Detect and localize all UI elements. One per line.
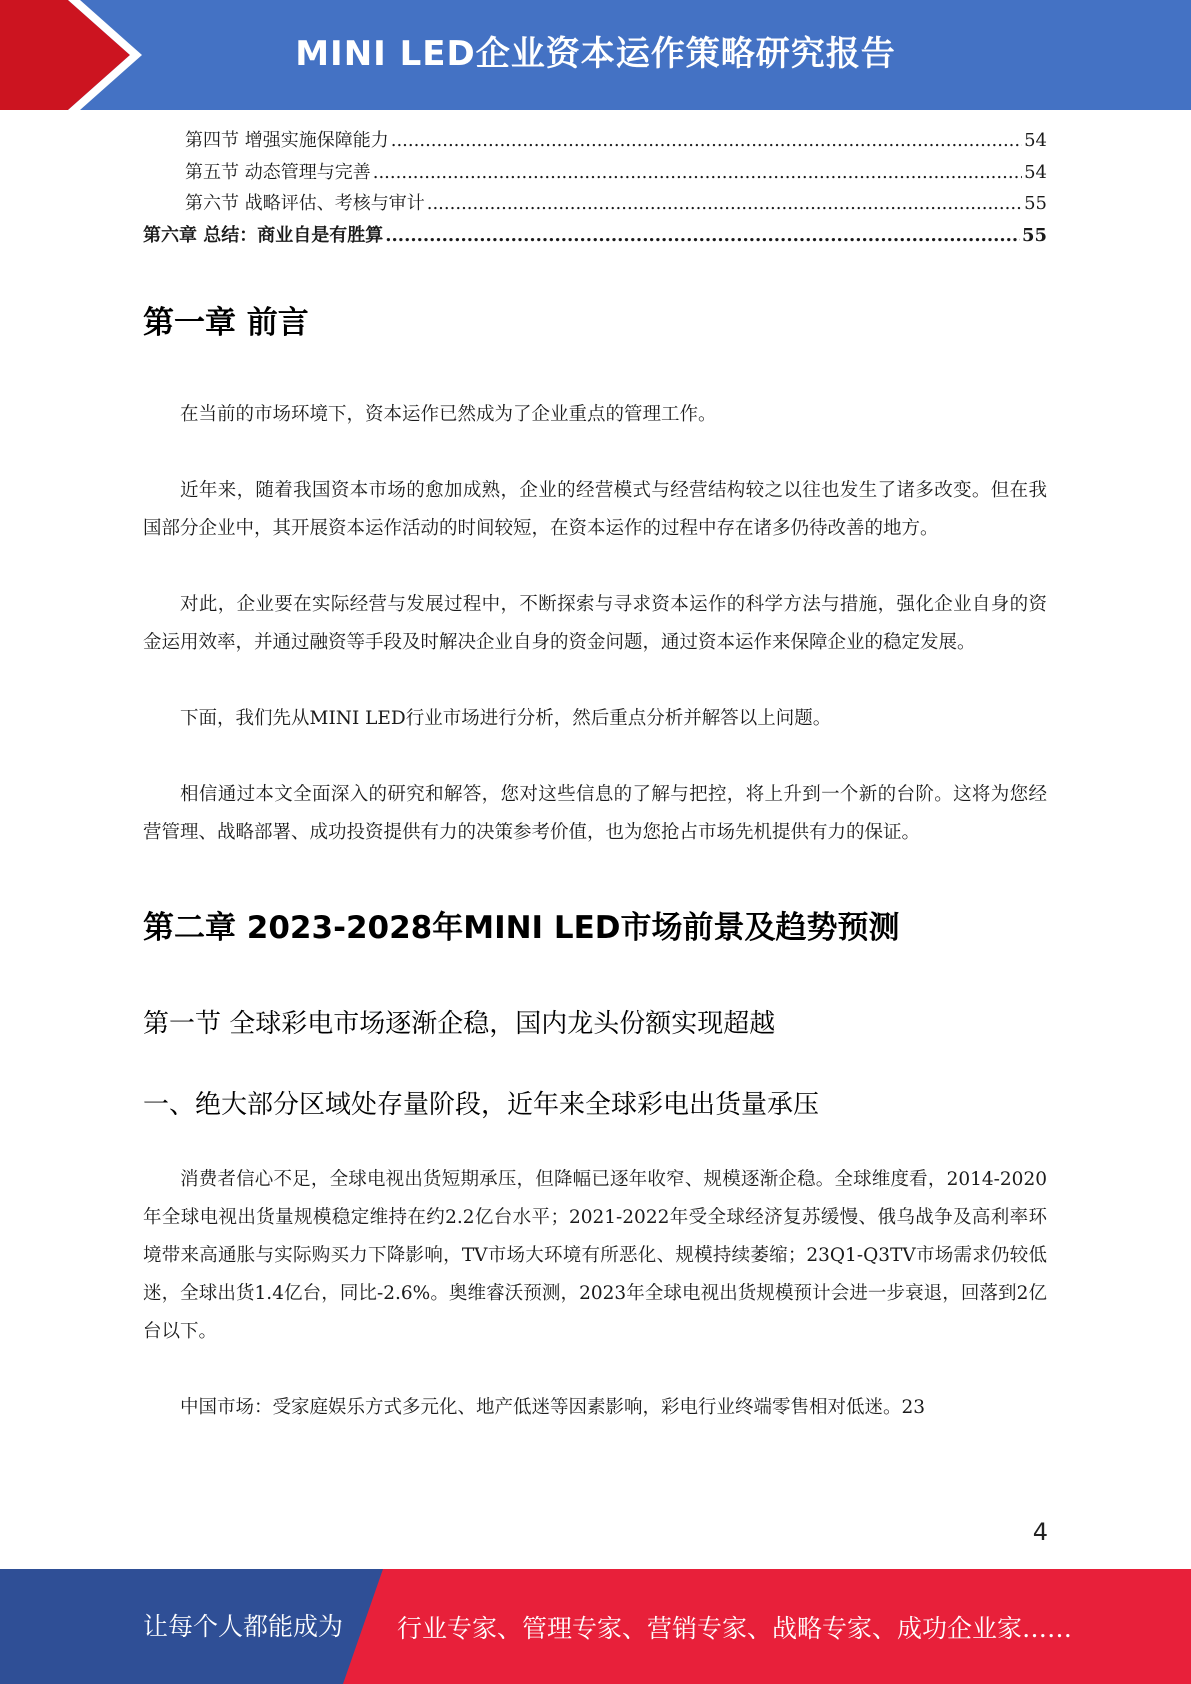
subsection-heading: 一、绝大部分区域处存量阶段，近年来全球彩电出货量承压 [143,1090,820,1120]
toc-entry-page: 54 [1024,130,1047,151]
footer-slogan-roles: 行业专家、管理专家、营销专家、战略专家、成功企业家…… [397,1614,1073,1643]
toc-leader-dots [427,188,1022,220]
chapter-2-heading: 第二章 2023-2028年MINI LED市场前景及趋势预测 [143,910,900,946]
chapter-1-paragraph: 相信通过本文全面深入的研究和解答，您对这些信息的了解与把控，将上升到一个新的台阶。这将为您经营管理、战略部署、成功投资提供有力的决策参考价值，也为您抢占市场先机提供有力的保证。 [143,784,1047,843]
toc-entry-title: 第六章 总结：商业自是有胜算 [143,224,384,246]
section-heading: 第一节 全球彩电市场逐渐企稳，国内龙头份额实现超越 [143,1009,776,1039]
toc-entry[interactable] [143,188,1047,220]
report-header [0,0,1191,110]
body-paragraph: 消费者信心不足，全球电视出货短期承压，但降幅已逐年收窄、规模逐渐企稳。全球维度看，2014-2020年全球电视出货量规模稳定维持在约2.2亿台水平；2021-2022年受全球经济复苏缓慢、俄乌战争及高利率环境带来高通胀与实际购买力下降影响，TV市场大环境有所恶化、规模持续萎缩；23Q1-Q3TV市场需求仍较低迷，全球出货1.4亿台，同比-2.6%。奥维睿沃预测，2023年全球电视出货规模预计会进一步衰退，回落到2亿台以下。 [143,1169,1047,1342]
toc-entry-title: 第五节 动态管理与完善 [185,161,371,183]
body-paragraph: 中国市场：受家庭娱乐方式多元化、地产低迷等因素影响，彩电行业终端零售相对低迷。23 [180,1397,926,1418]
toc-entry-page: 55 [1024,193,1047,214]
footer-slogan-lead: 让每个人都能成为 [143,1612,344,1641]
table-of-contents [143,125,1047,251]
toc-entry[interactable] [143,157,1047,189]
report-footer [0,1569,1191,1684]
chapter-1-paragraph: 对此，企业要在实际经营与发展过程中，不断探索与寻求资本运作的科学方法与措施，强化企业自身的资金运用效率，并通过融资等手段及时解决企业自身的资金问题，通过资本运作来保障企业的稳定发展。 [143,594,1047,653]
toc-entry-page: 54 [1024,161,1047,183]
toc-entry-chapter[interactable] [143,220,1047,252]
chapter-1-paragraph: 近年来，随着我国资本市场的愈加成熟，企业的经营模式与经营结构较之以往也发生了诸多改变。但在我国部分企业中，其开展资本运作活动的时间较短，在资本运作的过程中存在诸多仍待改善的地方。 [143,480,1047,539]
toc-leader-dots [385,220,1020,252]
report-title: MINI LED企业资本运作策略研究报告 [295,34,896,74]
header-arrow-decoration [0,0,150,110]
toc-entry-title: 第四节 增强实施保障能力 [185,130,389,151]
chapter-1-paragraph: 下面，我们先从MINI LED行业市场进行分析，然后重点分析并解答以上问题。 [180,708,832,729]
chapter-1-heading: 第一章 前言 [143,305,309,341]
chapter-1-paragraph: 在当前的市场环境下，资本运作已然成为了企业重点的管理工作。 [180,404,717,425]
toc-leader-dots [391,125,1022,157]
page-content [143,125,1047,1427]
toc-leader-dots [373,157,1022,189]
page-number: 4 [1032,1518,1048,1546]
toc-entry-page: 55 [1021,224,1047,246]
toc-entry[interactable] [143,125,1047,157]
toc-entry-title: 第六节 战略评估、考核与审计 [185,193,425,214]
